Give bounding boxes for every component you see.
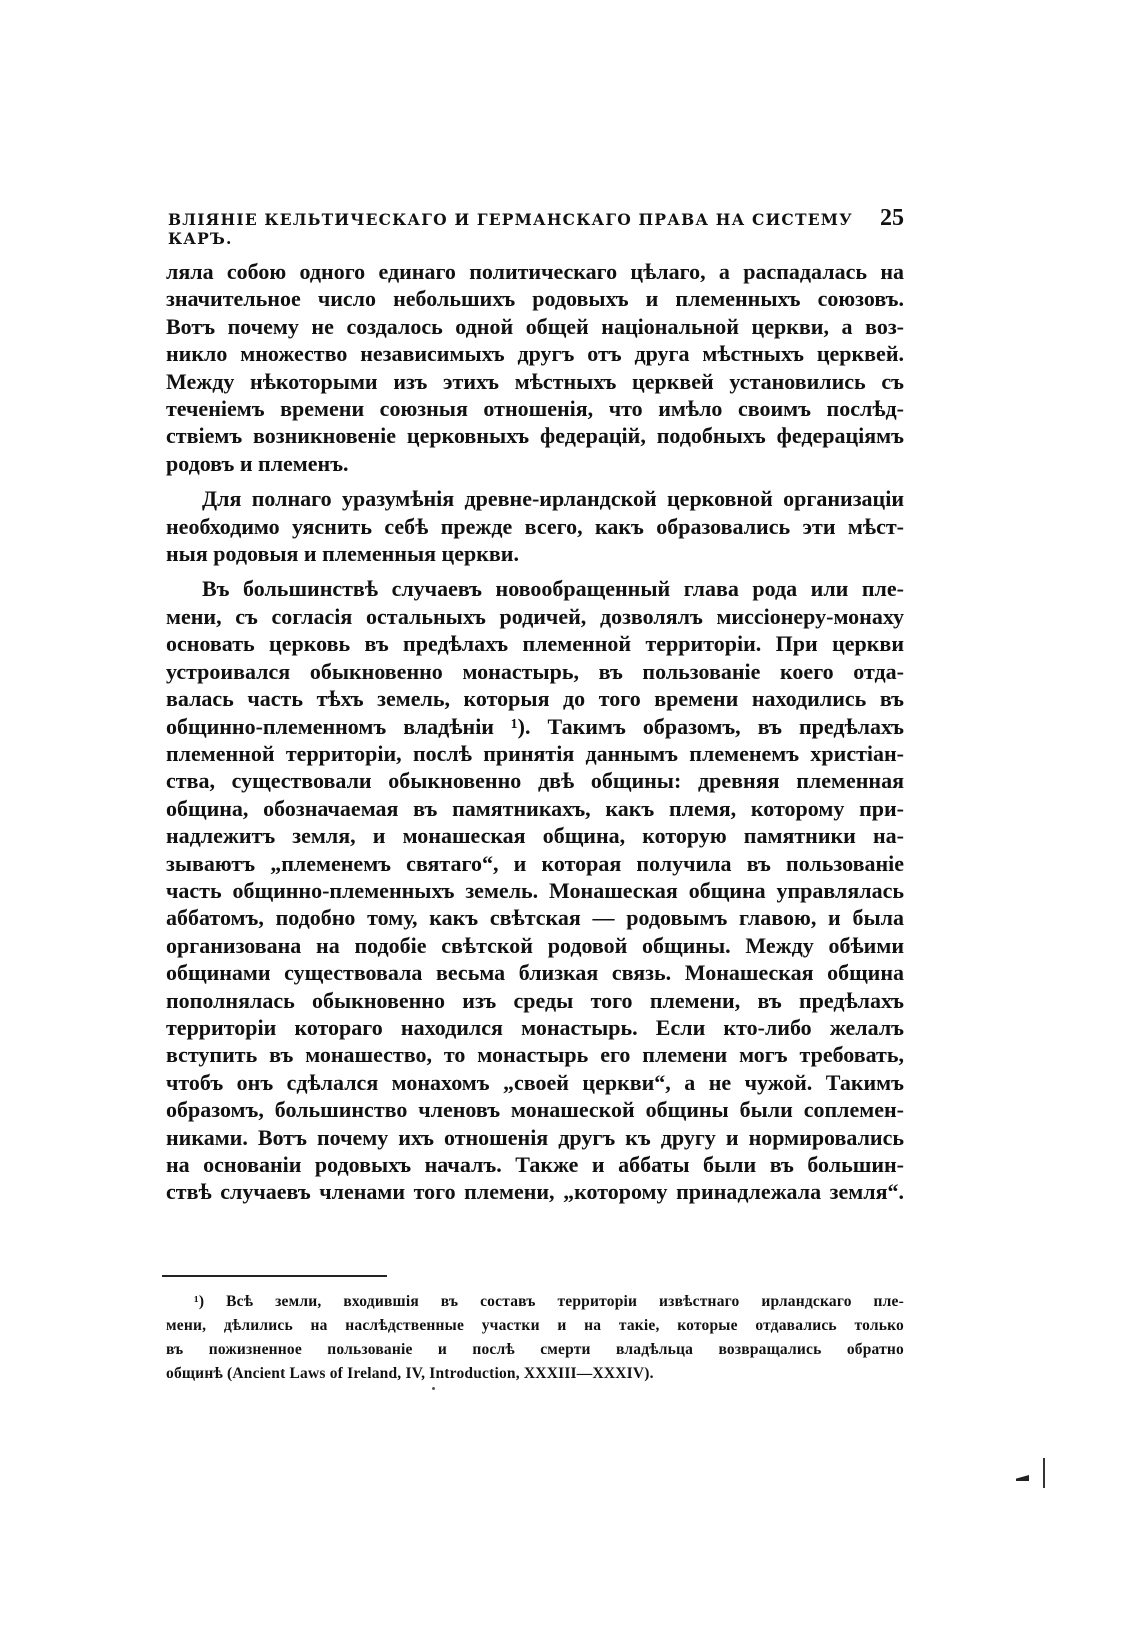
text-line: ныя родовыя и племенныя церкви. bbox=[166, 541, 519, 567]
text-line: Вотъ почему не создалось одной общей національной церкви, а воз- bbox=[166, 313, 904, 339]
footnote-line: мени, дѣлились на наслѣдственные участки и на такіе, которые отдавались только bbox=[166, 1317, 904, 1334]
text-line: организована на подобіе свѣтской родовой общины. Между обѣими bbox=[166, 932, 904, 958]
paragraph bbox=[166, 575, 904, 1205]
margin-bar-mark bbox=[1043, 1458, 1045, 1488]
paragraph bbox=[166, 485, 904, 567]
text-line: пополнялась обыкновенно изъ среды того племени, въ предѣлахъ bbox=[166, 987, 904, 1013]
text-line: племенной территоріи, послѣ принятія даннымъ племенемъ христіан- bbox=[166, 740, 904, 766]
text-line: Для полнаго уразумѣнія древне-ирландской церковной организаціи bbox=[202, 486, 904, 512]
text-line: надлежитъ земля, и монашеская община, которую памятники на- bbox=[166, 823, 904, 849]
text-line: родовъ и племенъ. bbox=[166, 450, 349, 476]
text-line: значительное число небольшихъ родовыхъ и племенныхъ союзовъ. bbox=[166, 286, 904, 312]
text-line: чтобъ онъ сдѣлался монахомъ „своей церкви“, а не чужой. Такимъ bbox=[166, 1069, 904, 1095]
footnote-line: въ пожизненное пользованіе и послѣ смерти владѣльца возвращались обратно bbox=[166, 1341, 904, 1358]
footnote-divider bbox=[162, 1275, 387, 1277]
text-line: валась часть тѣхъ земель, которыя до того времени находились въ bbox=[166, 686, 904, 712]
footnote-line: ¹) Всѣ земли, входившія въ составъ территоріи извѣстнаго ирландскаго пле- bbox=[194, 1293, 904, 1310]
body-text bbox=[166, 258, 904, 1206]
text-line: ствѣ случаевъ членами того племени, „которому принадлежала земля“. bbox=[166, 1179, 904, 1205]
text-line: ствіемъ возникновеніе церковныхъ федерацій, подобныхъ федераціямъ bbox=[166, 423, 904, 449]
text-line: никло множество независимыхъ другъ отъ друга мѣстныхъ церквей. bbox=[166, 341, 904, 367]
scan-speck bbox=[432, 1387, 435, 1390]
text-line: Между нѣкоторыми изъ этихъ мѣстныхъ церквей установились съ bbox=[166, 368, 904, 394]
text-line: общинно-племенномъ владѣніи ¹). Такимъ образомъ, въ предѣлахъ bbox=[166, 713, 904, 739]
text-line: на основаніи родовыхъ началъ. Также и аббаты были въ большин- bbox=[166, 1152, 904, 1177]
text-line: аббатомъ, подобно тому, какъ свѣтская — родовымъ главою, и была bbox=[166, 905, 904, 931]
footnote-line: общинѣ (Ancient Laws of Ireland, IV, Introduction, XXXIII—XXXIV). bbox=[166, 1365, 654, 1382]
text-line: вступить въ монашество, то монастырь его племени могъ требовать, bbox=[166, 1042, 904, 1068]
text-line: теченіемъ времени союзныя отношенія, что имѣло своимъ послѣд- bbox=[166, 396, 904, 422]
running-header bbox=[168, 205, 904, 248]
text-line: основать церковь въ предѣлахъ племенной территоріи. При церкви bbox=[166, 631, 904, 657]
text-line: никами. Вотъ почему ихъ отношенія другъ къ другу и нормировались bbox=[166, 1124, 904, 1150]
text-line: Въ большинствѣ случаевъ новообращенный глава рода или пле- bbox=[202, 576, 904, 602]
running-header-title: ВЛІЯНІЕ КЕЛЬТИЧЕСКАГО И ГЕРМАНСКАГО ПРАВА НА СИСТЕМУ КАРЪ. bbox=[168, 210, 853, 248]
text-line: общинами существовала весьма близкая связь. Монашеская община bbox=[166, 960, 904, 986]
text-line: ляла собою одного единаго политическаго цѣлаго, а распадалась на bbox=[166, 259, 904, 284]
text-line: территоріи котораго находился монастырь. Если кто-либо желалъ bbox=[166, 1014, 904, 1040]
text-line: необходимо уяснить себѣ прежде всего, какъ образовались эти мѣст- bbox=[166, 513, 904, 539]
footnote bbox=[166, 1290, 904, 1386]
text-line: образомъ, большинство членовъ монашеской общины были соплемен- bbox=[166, 1097, 904, 1123]
paragraph bbox=[166, 258, 904, 477]
text-line: зываютъ „племенемъ святаго“, и которая получила въ пользованіе bbox=[166, 850, 904, 876]
margin-arrow-mark bbox=[1016, 1475, 1029, 1481]
text-line: община, обозначаемая въ памятникахъ, какъ племя, которому при- bbox=[166, 795, 904, 821]
page-number: 25 bbox=[880, 205, 904, 231]
text-line: ства, существовали обыкновенно двѣ общины: древняя племенная bbox=[166, 768, 904, 794]
text-line: мени, съ согласія остальныхъ родичей, дозволялъ миссіонеру-монаху bbox=[166, 603, 904, 629]
text-line: устроивался обыкновенно монастырь, въ пользованіе коего отда- bbox=[166, 658, 904, 684]
text-line: часть общинно-племенныхъ земель. Монашеская община управлялась bbox=[166, 877, 904, 903]
